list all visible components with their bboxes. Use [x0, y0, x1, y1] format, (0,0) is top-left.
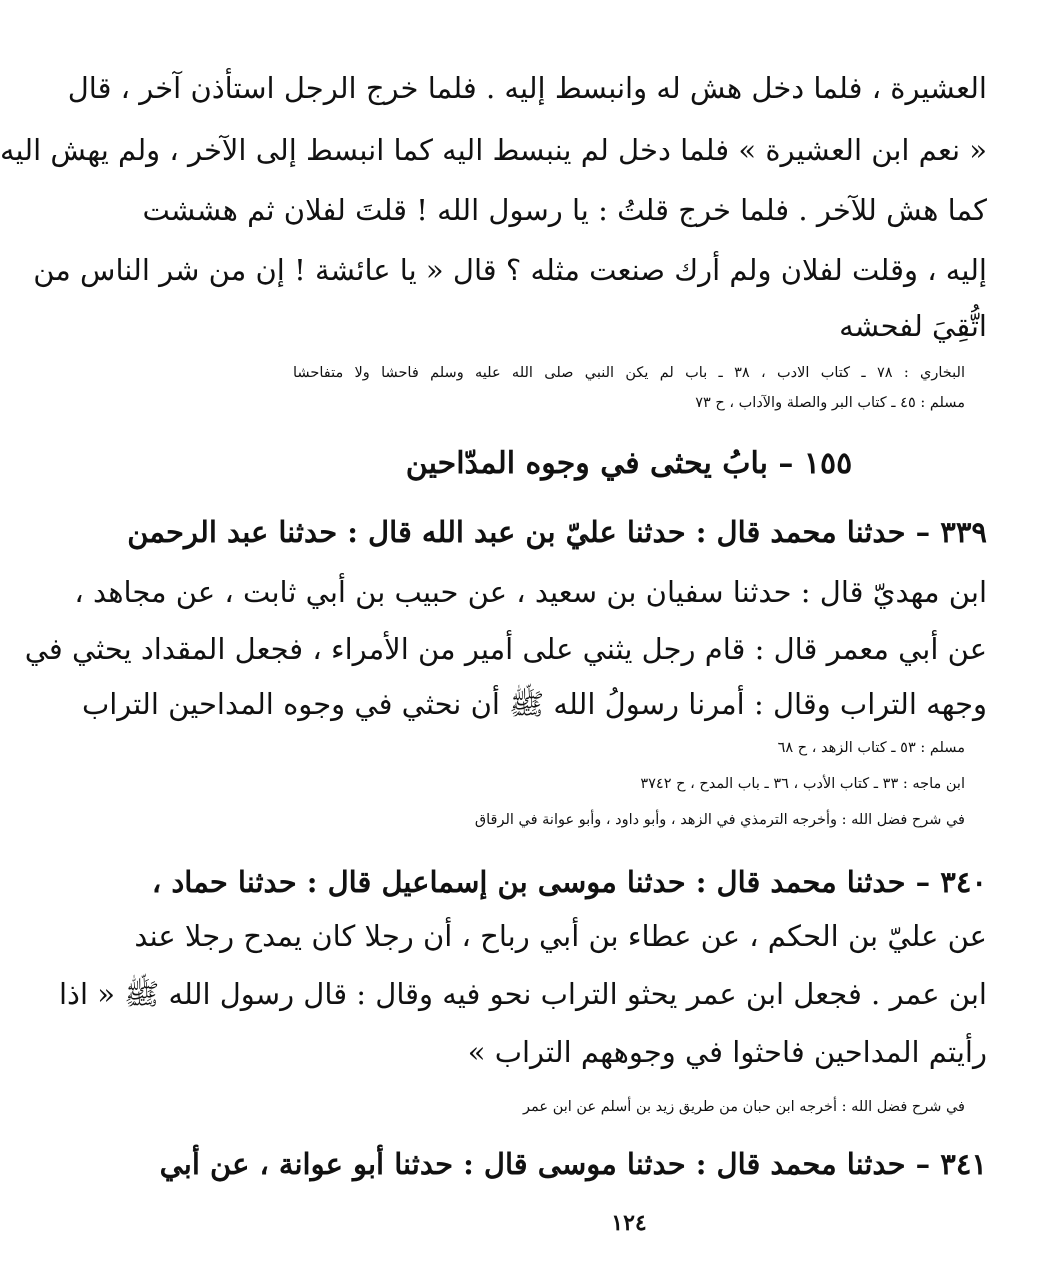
text-line: عن أبي معمر قال : قام رجل يثني على أمير من الأمراء ، فجعل المقداد يحثي في — [24, 632, 987, 666]
text-line: رأيتم المداحين فاحثوا في وجوههم التراب » — [467, 1035, 987, 1069]
footnote-line: مسلم : ٥٣ ـ كتاب الزهد ، ح ٦٨ — [777, 740, 965, 756]
page-number: ١٢٤ — [611, 1210, 647, 1236]
hadith-line: ٣٤٠ – حدثنا محمد قال : حدثنا موسى بن إسماعيل قال : حدثنا حماد ، — [151, 865, 987, 899]
text-line: ابن عمر . فجعل ابن عمر يحثو التراب نحو فيه وقال : قال رسول الله ﷺ « اذا — [59, 977, 987, 1011]
text-line: إليه ، وقلت لفلان ولم أرك صنعت مثله ؟ قال « يا عائشة ! إن من شر الناس من — [33, 253, 987, 287]
text-line: اتُّقِيَ لفحشه — [839, 309, 987, 343]
text-line: عن عليّ بن الحكم ، عن عطاء بن أبي رباح ، أن رجلا كان يمدح رجلا عند — [134, 919, 987, 953]
footnote-line: البخاري : ٧٨ ـ كتاب الادب ، ٣٨ ـ باب لم يكن النبي صلى الله عليه وسلم فاحشا ولا متفاحشا — [293, 365, 965, 381]
text-line: « نعم ابن العشيرة » فلما دخل لم ينبسط اليه كما انبسط إلى الآخر ، ولم يهش اليه — [0, 133, 987, 167]
chapter-heading: ١٥٥ – بابُ يحثى في وجوه المدّاحين — [405, 446, 853, 481]
footnote-line: في شرح فضل الله : أخرجه ابن حبان من طريق زيد بن أسلم عن ابن عمر — [523, 1099, 965, 1115]
text-line: كما هش للآخر . فلما خرج قلتُ : يا رسول الله ! قلتَ لفلان ثم هششت — [142, 193, 987, 227]
text-line: وجهه التراب وقال : أمرنا رسولُ الله ﷺ أن نحثي في وجوه المداحين التراب — [81, 687, 987, 721]
footnote-line: في شرح فضل الله : وأخرجه الترمذي في الزهد ، وأبو داود ، وأبو عوانة في الرقاق — [474, 812, 965, 828]
text-line: ابن مهديّ قال : حدثنا سفيان بن سعيد ، عن حبيب بن أبي ثابت ، عن مجاهد ، — [74, 575, 987, 609]
hadith-line: ٣٤١ – حدثنا محمد قال : حدثنا موسى قال : حدثنا أبو عوانة ، عن أبي — [159, 1147, 987, 1181]
hadith-line: ٣٣٩ – حدثنا محمد قال : حدثنا عليّ بن عبد الله قال : حدثنا عبد الرحمن — [127, 515, 987, 549]
text-line: العشيرة ، فلما دخل هش له وانبسط إليه . فلما خرج الرجل استأذن آخر ، قال — [67, 71, 987, 105]
footnote-line: ابن ماجه : ٣٣ ـ كتاب الأدب ، ٣٦ ـ باب المدح ، ح ٣٧٤٢ — [640, 776, 965, 792]
footnote-line: مسلم : ٤٥ ـ كتاب البر والصلة والآداب ، ح ٧٣ — [695, 395, 965, 411]
